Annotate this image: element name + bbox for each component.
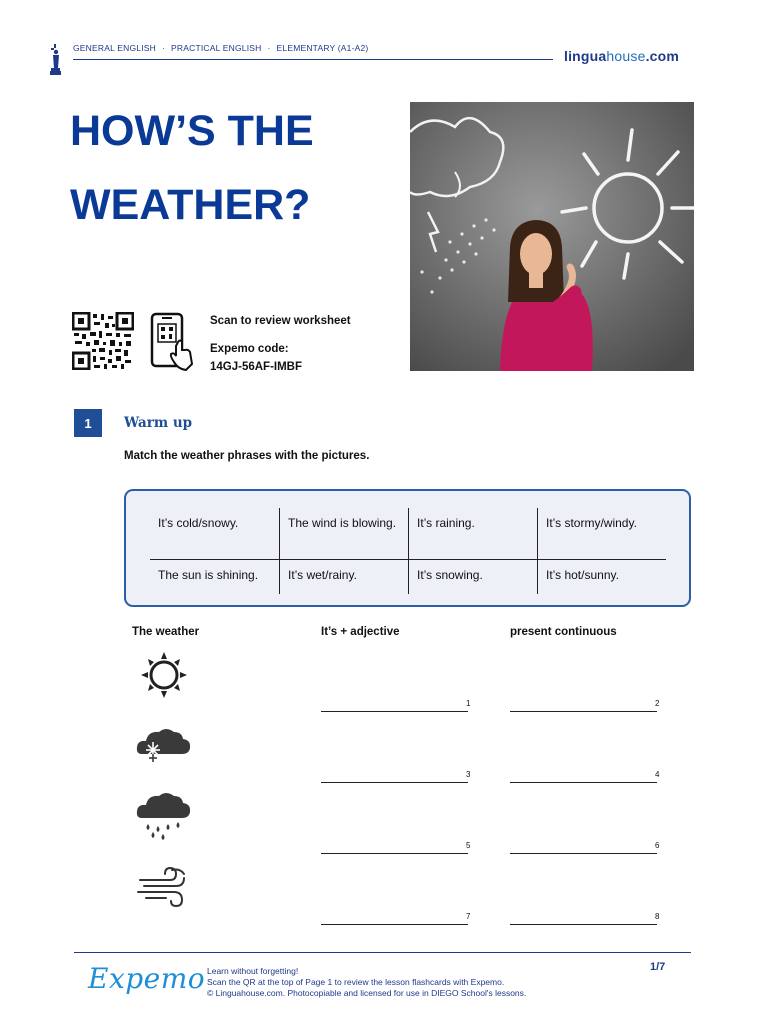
- section-title: Warm up: [124, 415, 193, 431]
- answer-line[interactable]: [510, 853, 657, 854]
- crumb-general-english: GENERAL ENGLISH: [73, 43, 156, 53]
- footer-line-1: Learn without forgetting!: [207, 966, 299, 976]
- section-number-badge: 1: [74, 409, 102, 437]
- answer-number: 4: [655, 770, 660, 779]
- breadcrumb: [73, 43, 368, 53]
- title-line-2: WEATHER?: [70, 181, 311, 229]
- answer-line[interactable]: [510, 782, 657, 783]
- sun-icon: [136, 650, 192, 700]
- answer-line[interactable]: [321, 924, 468, 925]
- phone-scan-icon: [150, 312, 194, 372]
- phrase-cell: It’s cold/snowy.: [158, 516, 239, 530]
- crumb-level: ELEMENTARY (A1-A2): [276, 43, 369, 53]
- phrase-row: [150, 560, 666, 594]
- scan-info: [210, 312, 351, 376]
- answer-number: 1: [466, 699, 471, 708]
- title-line-1: HOW’S THE: [70, 107, 314, 155]
- phrase-cell: The wind is blowing.: [279, 508, 408, 559]
- phrase-grid: [150, 508, 666, 594]
- column-header-continuous: present continuous: [510, 626, 617, 638]
- statue-of-liberty-icon: [48, 44, 62, 76]
- phrase-cell: It’s snowing.: [408, 560, 537, 594]
- footer-line-3: © Linguahouse.com. Photocopiable and licensed for use in DIEGO School's lessons.: [207, 988, 527, 998]
- crumb-practical-english: PRACTICAL ENGLISH: [171, 43, 262, 53]
- answer-number: 7: [466, 912, 471, 921]
- expemo-code-value: 14GJ-56AF-IMBF: [210, 361, 303, 373]
- answer-line[interactable]: [321, 782, 468, 783]
- snow-cloud-icon: [136, 722, 192, 772]
- column-header-adjective: It’s + adjective: [321, 626, 400, 638]
- answer-line[interactable]: [510, 711, 657, 712]
- answer-line[interactable]: [321, 853, 468, 854]
- page-title: [70, 94, 390, 242]
- phrase-cell: It’s wet/rainy.: [279, 560, 408, 594]
- column-header-weather: The weather: [132, 626, 200, 638]
- page-number: 1/7: [650, 961, 666, 973]
- answer-line[interactable]: [321, 711, 468, 712]
- brand-part-suffix: .com: [645, 48, 680, 64]
- wind-icon: [136, 862, 192, 912]
- brand-logo: [564, 48, 679, 64]
- page-header: [48, 40, 698, 64]
- crumb-separator: ·: [267, 43, 271, 53]
- header-divider: [73, 59, 553, 60]
- brand-part-bold: lingua: [564, 48, 607, 64]
- answer-line[interactable]: [510, 924, 657, 925]
- answer-number: 3: [466, 770, 471, 779]
- phrase-row: [150, 508, 666, 560]
- section-instruction: Match the weather phrases with the pictures.: [124, 450, 370, 462]
- qr-code-icon: [72, 312, 134, 370]
- expemo-logo: Expemo: [88, 962, 206, 995]
- scan-label: Scan to review worksheet: [210, 315, 351, 327]
- brand-part-light: house: [606, 48, 646, 64]
- footer-text: [207, 966, 526, 999]
- answer-number: 8: [655, 912, 660, 921]
- answer-number: 5: [466, 841, 471, 850]
- rain-cloud-icon: [136, 790, 192, 840]
- expemo-code-label: Expemo code:: [210, 343, 289, 355]
- phrase-cell: It’s raining.: [408, 508, 537, 559]
- crumb-separator: ·: [162, 43, 166, 53]
- phrase-cell: It’s stormy/windy.: [537, 508, 666, 559]
- phrase-cell: The sun is shining.: [158, 568, 259, 582]
- weather-photo: [410, 102, 694, 371]
- footer-line-2: Scan the QR at the top of Page 1 to review the lesson flashcards with Expemo.: [207, 977, 505, 987]
- answer-number: 6: [655, 841, 660, 850]
- phrase-box: [124, 489, 691, 607]
- phrase-cell: It’s hot/sunny.: [537, 560, 666, 594]
- footer-divider: [74, 952, 691, 953]
- answer-number: 2: [655, 699, 660, 708]
